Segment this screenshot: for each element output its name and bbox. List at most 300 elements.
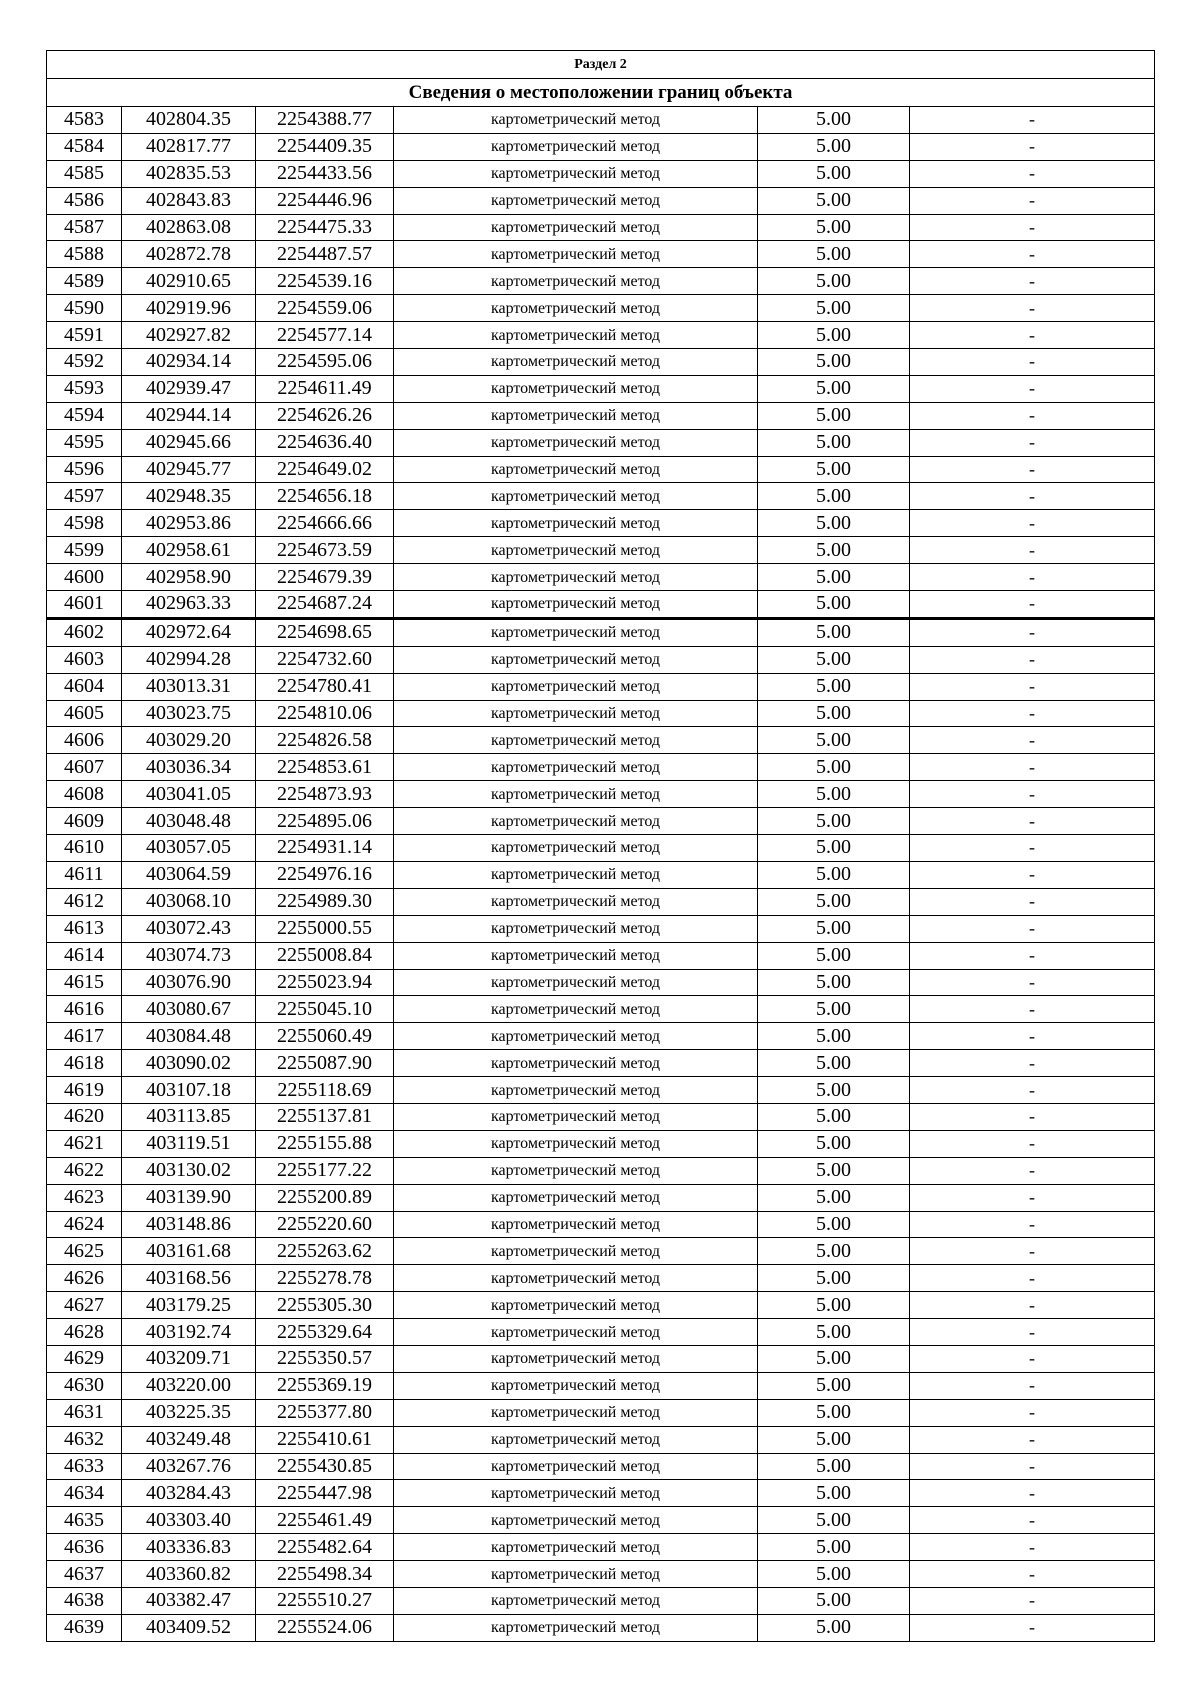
accuracy-cell: 5.00 (758, 1184, 910, 1211)
accuracy-cell: 5.00 (758, 510, 910, 537)
x-coordinate-cell: 402948.35 (122, 483, 256, 510)
table-row (47, 1507, 1155, 1534)
point-number-cell: 4622 (47, 1157, 122, 1184)
point-number-cell: 4588 (47, 241, 122, 268)
method-cell: картометрический метод (394, 429, 758, 456)
description-cell: - (910, 1507, 1155, 1534)
x-coordinate-cell: 403168.56 (122, 1265, 256, 1292)
description-cell: - (910, 1561, 1155, 1588)
method-cell: картометрический метод (394, 241, 758, 268)
description-cell: - (910, 1614, 1155, 1641)
method-cell: картометрический метод (394, 107, 758, 134)
description-cell: - (910, 268, 1155, 295)
accuracy-cell: 5.00 (758, 1426, 910, 1453)
x-coordinate-cell: 402963.33 (122, 591, 256, 619)
y-coordinate-cell: 2255305.30 (256, 1292, 394, 1319)
accuracy-cell: 5.00 (758, 942, 910, 969)
table-row (47, 241, 1155, 268)
table-row (47, 295, 1155, 322)
accuracy-cell: 5.00 (758, 1103, 910, 1130)
x-coordinate-cell: 403409.52 (122, 1614, 256, 1641)
accuracy-cell: 5.00 (758, 969, 910, 996)
description-cell: - (910, 1345, 1155, 1372)
description-cell: - (910, 727, 1155, 754)
description-cell: - (910, 1453, 1155, 1480)
point-number-cell: 4623 (47, 1184, 122, 1211)
point-number-cell: 4599 (47, 537, 122, 564)
x-coordinate-cell: 403360.82 (122, 1561, 256, 1588)
x-coordinate-cell: 402927.82 (122, 322, 256, 349)
y-coordinate-cell: 2255023.94 (256, 969, 394, 996)
table-body (47, 51, 1155, 1642)
point-number-cell: 4611 (47, 861, 122, 888)
description-cell: - (910, 1372, 1155, 1399)
boundary-coordinates-table (46, 50, 1155, 1642)
point-number-cell: 4631 (47, 1399, 122, 1426)
description-cell: - (910, 996, 1155, 1023)
table-row (47, 1399, 1155, 1426)
description-cell: - (910, 646, 1155, 673)
description-cell: - (910, 375, 1155, 402)
table-row (47, 133, 1155, 160)
description-cell: - (910, 1184, 1155, 1211)
description-cell: - (910, 861, 1155, 888)
point-number-cell: 4594 (47, 402, 122, 429)
method-cell: картометрический метод (394, 861, 758, 888)
x-coordinate-cell: 402945.77 (122, 456, 256, 483)
method-cell: картометрический метод (394, 1426, 758, 1453)
point-number-cell: 4596 (47, 456, 122, 483)
point-number-cell: 4626 (47, 1265, 122, 1292)
x-coordinate-cell: 402939.47 (122, 375, 256, 402)
table-row (47, 510, 1155, 537)
method-cell: картометрический метод (394, 268, 758, 295)
accuracy-cell: 5.00 (758, 1372, 910, 1399)
method-cell: картометрический метод (394, 1023, 758, 1050)
method-cell: картометрический метод (394, 942, 758, 969)
accuracy-cell: 5.00 (758, 781, 910, 808)
x-coordinate-cell: 403029.20 (122, 727, 256, 754)
accuracy-cell: 5.00 (758, 1265, 910, 1292)
point-number-cell: 4605 (47, 700, 122, 727)
point-number-cell: 4607 (47, 754, 122, 781)
method-cell: картометрический метод (394, 375, 758, 402)
table-row (47, 537, 1155, 564)
x-coordinate-cell: 403284.43 (122, 1480, 256, 1507)
y-coordinate-cell: 2255008.84 (256, 942, 394, 969)
accuracy-cell: 5.00 (758, 187, 910, 214)
y-coordinate-cell: 2255263.62 (256, 1238, 394, 1265)
y-coordinate-cell: 2254873.93 (256, 781, 394, 808)
description-cell: - (910, 1157, 1155, 1184)
method-cell: картометрический метод (394, 996, 758, 1023)
description-cell: - (910, 1023, 1155, 1050)
y-coordinate-cell: 2254826.58 (256, 727, 394, 754)
point-number-cell: 4632 (47, 1426, 122, 1453)
point-number-cell: 4587 (47, 214, 122, 241)
x-coordinate-cell: 402910.65 (122, 268, 256, 295)
point-number-cell: 4600 (47, 564, 122, 591)
table-row (47, 942, 1155, 969)
method-cell: картометрический метод (394, 1453, 758, 1480)
method-cell: картометрический метод (394, 510, 758, 537)
table-row (47, 1372, 1155, 1399)
point-number-cell: 4636 (47, 1534, 122, 1561)
y-coordinate-cell: 2255410.61 (256, 1426, 394, 1453)
table-row (47, 564, 1155, 591)
point-number-cell: 4612 (47, 888, 122, 915)
description-cell: - (910, 322, 1155, 349)
accuracy-cell: 5.00 (758, 808, 910, 835)
method-cell: картометрический метод (394, 1507, 758, 1534)
y-coordinate-cell: 2254636.40 (256, 429, 394, 456)
description-cell: - (910, 133, 1155, 160)
x-coordinate-cell: 403192.74 (122, 1319, 256, 1346)
point-number-cell: 4592 (47, 349, 122, 376)
y-coordinate-cell: 2254446.96 (256, 187, 394, 214)
accuracy-cell: 5.00 (758, 133, 910, 160)
description-cell: - (910, 754, 1155, 781)
accuracy-cell: 5.00 (758, 1480, 910, 1507)
method-cell: картометрический метод (394, 1561, 758, 1588)
method-cell: картометрический метод (394, 591, 758, 619)
x-coordinate-cell: 403057.05 (122, 835, 256, 862)
accuracy-cell: 5.00 (758, 1614, 910, 1641)
description-cell: - (910, 537, 1155, 564)
table-row (47, 160, 1155, 187)
accuracy-cell: 5.00 (758, 1292, 910, 1319)
y-coordinate-cell: 2255087.90 (256, 1050, 394, 1077)
method-cell: картометрический метод (394, 214, 758, 241)
y-coordinate-cell: 2255137.81 (256, 1103, 394, 1130)
y-coordinate-cell: 2255000.55 (256, 915, 394, 942)
x-coordinate-cell: 402863.08 (122, 214, 256, 241)
x-coordinate-cell: 403076.90 (122, 969, 256, 996)
accuracy-cell: 5.00 (758, 483, 910, 510)
table-row (47, 1587, 1155, 1614)
accuracy-cell: 5.00 (758, 754, 910, 781)
y-coordinate-cell: 2255498.34 (256, 1561, 394, 1588)
point-number-cell: 4638 (47, 1587, 122, 1614)
y-coordinate-cell: 2254475.33 (256, 214, 394, 241)
accuracy-cell: 5.00 (758, 429, 910, 456)
table-row (47, 429, 1155, 456)
method-cell: картометрический метод (394, 835, 758, 862)
point-number-cell: 4589 (47, 268, 122, 295)
method-cell: картометрический метод (394, 673, 758, 700)
x-coordinate-cell: 403220.00 (122, 1372, 256, 1399)
method-cell: картометрический метод (394, 160, 758, 187)
x-coordinate-cell: 403068.10 (122, 888, 256, 915)
x-coordinate-cell: 402953.86 (122, 510, 256, 537)
accuracy-cell: 5.00 (758, 241, 910, 268)
y-coordinate-cell: 2254780.41 (256, 673, 394, 700)
point-number-cell: 4593 (47, 375, 122, 402)
description-cell: - (910, 1587, 1155, 1614)
y-coordinate-cell: 2254611.49 (256, 375, 394, 402)
y-coordinate-cell: 2255278.78 (256, 1265, 394, 1292)
y-coordinate-cell: 2254433.56 (256, 160, 394, 187)
description-cell: - (910, 1426, 1155, 1453)
x-coordinate-cell: 402972.64 (122, 618, 256, 646)
table-row (47, 214, 1155, 241)
accuracy-cell: 5.00 (758, 1023, 910, 1050)
x-coordinate-cell: 403074.73 (122, 942, 256, 969)
point-number-cell: 4597 (47, 483, 122, 510)
y-coordinate-cell: 2255045.10 (256, 996, 394, 1023)
x-coordinate-cell: 403048.48 (122, 808, 256, 835)
table-row (47, 1157, 1155, 1184)
accuracy-cell: 5.00 (758, 295, 910, 322)
table-row (47, 618, 1155, 646)
method-cell: картометрический метод (394, 187, 758, 214)
accuracy-cell: 5.00 (758, 1238, 910, 1265)
description-cell: - (910, 915, 1155, 942)
method-cell: картометрический метод (394, 483, 758, 510)
table-row (47, 861, 1155, 888)
point-number-cell: 4604 (47, 673, 122, 700)
x-coordinate-cell: 402994.28 (122, 646, 256, 673)
point-number-cell: 4635 (47, 1507, 122, 1534)
description-cell: - (910, 969, 1155, 996)
table-row (47, 591, 1155, 619)
table-row (47, 888, 1155, 915)
accuracy-cell: 5.00 (758, 1561, 910, 1588)
section-title: Сведения о местоположении границ объекта (47, 79, 1155, 107)
y-coordinate-cell: 2255220.60 (256, 1211, 394, 1238)
method-cell: картометрический метод (394, 133, 758, 160)
accuracy-cell: 5.00 (758, 673, 910, 700)
table-row (47, 1480, 1155, 1507)
x-coordinate-cell: 403382.47 (122, 1587, 256, 1614)
accuracy-cell: 5.00 (758, 214, 910, 241)
x-coordinate-cell: 402958.61 (122, 537, 256, 564)
method-cell: картометрический метод (394, 969, 758, 996)
table-row (47, 375, 1155, 402)
accuracy-cell: 5.00 (758, 835, 910, 862)
method-cell: картометрический метод (394, 781, 758, 808)
description-cell: - (910, 456, 1155, 483)
accuracy-cell: 5.00 (758, 618, 910, 646)
point-number-cell: 4614 (47, 942, 122, 969)
method-cell: картометрический метод (394, 1157, 758, 1184)
accuracy-cell: 5.00 (758, 107, 910, 134)
x-coordinate-cell: 403249.48 (122, 1426, 256, 1453)
method-cell: картометрический метод (394, 754, 758, 781)
accuracy-cell: 5.00 (758, 996, 910, 1023)
x-coordinate-cell: 403139.90 (122, 1184, 256, 1211)
y-coordinate-cell: 2254577.14 (256, 322, 394, 349)
x-coordinate-cell: 403336.83 (122, 1534, 256, 1561)
method-cell: картометрический метод (394, 1211, 758, 1238)
point-number-cell: 4639 (47, 1614, 122, 1641)
title-header-row (47, 79, 1155, 107)
x-coordinate-cell: 403080.67 (122, 996, 256, 1023)
point-number-cell: 4625 (47, 1238, 122, 1265)
description-cell: - (910, 1292, 1155, 1319)
y-coordinate-cell: 2254649.02 (256, 456, 394, 483)
point-number-cell: 4603 (47, 646, 122, 673)
table-row (47, 646, 1155, 673)
point-number-cell: 4610 (47, 835, 122, 862)
point-number-cell: 4585 (47, 160, 122, 187)
x-coordinate-cell: 403113.85 (122, 1103, 256, 1130)
y-coordinate-cell: 2254810.06 (256, 700, 394, 727)
method-cell: картометрический метод (394, 1265, 758, 1292)
table-row (47, 1103, 1155, 1130)
description-cell: - (910, 214, 1155, 241)
method-cell: картометрический метод (394, 1292, 758, 1319)
x-coordinate-cell: 403225.35 (122, 1399, 256, 1426)
table-row (47, 835, 1155, 862)
method-cell: картометрический метод (394, 1238, 758, 1265)
table-row (47, 322, 1155, 349)
method-cell: картометрический метод (394, 1184, 758, 1211)
description-cell: - (910, 591, 1155, 619)
description-cell: - (910, 1480, 1155, 1507)
table-row (47, 1453, 1155, 1480)
y-coordinate-cell: 2255200.89 (256, 1184, 394, 1211)
y-coordinate-cell: 2254698.65 (256, 618, 394, 646)
method-cell: картометрический метод (394, 1372, 758, 1399)
description-cell: - (910, 1103, 1155, 1130)
y-coordinate-cell: 2255177.22 (256, 1157, 394, 1184)
description-cell: - (910, 510, 1155, 537)
method-cell: картометрический метод (394, 618, 758, 646)
description-cell: - (910, 1319, 1155, 1346)
y-coordinate-cell: 2255369.19 (256, 1372, 394, 1399)
description-cell: - (910, 781, 1155, 808)
table-row (47, 996, 1155, 1023)
method-cell: картометрический метод (394, 1345, 758, 1372)
description-cell: - (910, 295, 1155, 322)
method-cell: картометрический метод (394, 808, 758, 835)
y-coordinate-cell: 2255350.57 (256, 1345, 394, 1372)
y-coordinate-cell: 2254989.30 (256, 888, 394, 915)
x-coordinate-cell: 403084.48 (122, 1023, 256, 1050)
method-cell: картометрический метод (394, 402, 758, 429)
y-coordinate-cell: 2254931.14 (256, 835, 394, 862)
table-row (47, 808, 1155, 835)
method-cell: картометрический метод (394, 349, 758, 376)
method-cell: картометрический метод (394, 1614, 758, 1641)
accuracy-cell: 5.00 (758, 456, 910, 483)
table-row (47, 1534, 1155, 1561)
method-cell: картометрический метод (394, 1480, 758, 1507)
y-coordinate-cell: 2255510.27 (256, 1587, 394, 1614)
description-cell: - (910, 1238, 1155, 1265)
x-coordinate-cell: 402919.96 (122, 295, 256, 322)
point-number-cell: 4598 (47, 510, 122, 537)
x-coordinate-cell: 403041.05 (122, 781, 256, 808)
accuracy-cell: 5.00 (758, 700, 910, 727)
point-number-cell: 4629 (47, 1345, 122, 1372)
y-coordinate-cell: 2254732.60 (256, 646, 394, 673)
table-row (47, 673, 1155, 700)
accuracy-cell: 5.00 (758, 1130, 910, 1157)
accuracy-cell: 5.00 (758, 268, 910, 295)
accuracy-cell: 5.00 (758, 915, 910, 942)
point-number-cell: 4619 (47, 1077, 122, 1104)
x-coordinate-cell: 402958.90 (122, 564, 256, 591)
accuracy-cell: 5.00 (758, 1319, 910, 1346)
accuracy-cell: 5.00 (758, 537, 910, 564)
y-coordinate-cell: 2254679.39 (256, 564, 394, 591)
x-coordinate-cell: 402934.14 (122, 349, 256, 376)
accuracy-cell: 5.00 (758, 727, 910, 754)
x-coordinate-cell: 403303.40 (122, 1507, 256, 1534)
x-coordinate-cell: 403072.43 (122, 915, 256, 942)
y-coordinate-cell: 2254656.18 (256, 483, 394, 510)
section-label: Раздел 2 (47, 51, 1155, 79)
x-coordinate-cell: 403107.18 (122, 1077, 256, 1104)
y-coordinate-cell: 2255118.69 (256, 1077, 394, 1104)
point-number-cell: 4606 (47, 727, 122, 754)
table-row (47, 1184, 1155, 1211)
point-number-cell: 4613 (47, 915, 122, 942)
point-number-cell: 4624 (47, 1211, 122, 1238)
accuracy-cell: 5.00 (758, 375, 910, 402)
description-cell: - (910, 835, 1155, 862)
point-number-cell: 4630 (47, 1372, 122, 1399)
accuracy-cell: 5.00 (758, 591, 910, 619)
point-number-cell: 4586 (47, 187, 122, 214)
description-cell: - (910, 1211, 1155, 1238)
description-cell: - (910, 241, 1155, 268)
point-number-cell: 4584 (47, 133, 122, 160)
method-cell: картометрический метод (394, 322, 758, 349)
x-coordinate-cell: 403179.25 (122, 1292, 256, 1319)
point-number-cell: 4628 (47, 1319, 122, 1346)
y-coordinate-cell: 2254673.59 (256, 537, 394, 564)
x-coordinate-cell: 402817.77 (122, 133, 256, 160)
x-coordinate-cell: 402843.83 (122, 187, 256, 214)
accuracy-cell: 5.00 (758, 1507, 910, 1534)
accuracy-cell: 5.00 (758, 322, 910, 349)
table-row (47, 187, 1155, 214)
point-number-cell: 4583 (47, 107, 122, 134)
accuracy-cell: 5.00 (758, 1077, 910, 1104)
y-coordinate-cell: 2254388.77 (256, 107, 394, 134)
y-coordinate-cell: 2255329.64 (256, 1319, 394, 1346)
point-number-cell: 4590 (47, 295, 122, 322)
table-row (47, 456, 1155, 483)
y-coordinate-cell: 2255461.49 (256, 1507, 394, 1534)
method-cell: картометрический метод (394, 1587, 758, 1614)
x-coordinate-cell: 403036.34 (122, 754, 256, 781)
accuracy-cell: 5.00 (758, 861, 910, 888)
accuracy-cell: 5.00 (758, 402, 910, 429)
description-cell: - (910, 349, 1155, 376)
table-row (47, 483, 1155, 510)
section-header-row (47, 51, 1155, 79)
x-coordinate-cell: 403023.75 (122, 700, 256, 727)
method-cell: картометрический метод (394, 295, 758, 322)
y-coordinate-cell: 2254895.06 (256, 808, 394, 835)
table-row (47, 1426, 1155, 1453)
accuracy-cell: 5.00 (758, 1534, 910, 1561)
method-cell: картометрический метод (394, 888, 758, 915)
table-row (47, 349, 1155, 376)
accuracy-cell: 5.00 (758, 1050, 910, 1077)
accuracy-cell: 5.00 (758, 646, 910, 673)
table-row (47, 727, 1155, 754)
method-cell: картометрический метод (394, 564, 758, 591)
table-row (47, 700, 1155, 727)
table-row (47, 107, 1155, 134)
y-coordinate-cell: 2254626.26 (256, 402, 394, 429)
table-row (47, 1050, 1155, 1077)
